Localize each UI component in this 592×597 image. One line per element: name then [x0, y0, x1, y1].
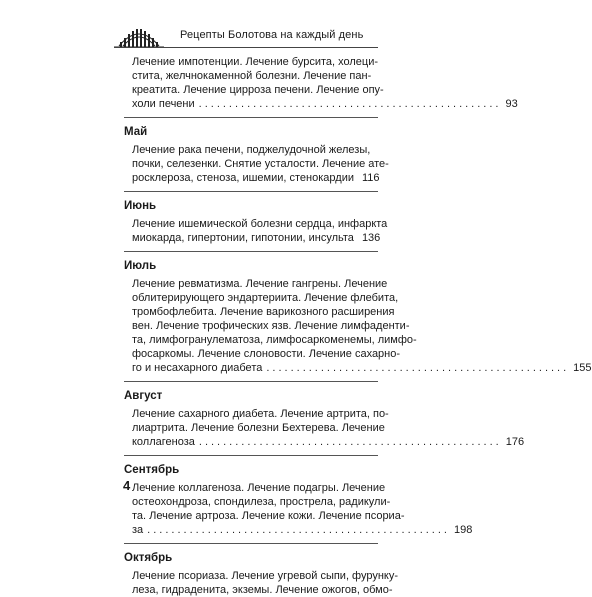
- page-number: 4: [123, 478, 131, 493]
- toc-entry-line: за: [132, 524, 144, 536]
- toc-entry: [124, 569, 399, 597]
- header-rule: [114, 47, 378, 48]
- toc-entry-line: росклероза, стеноза, ишемии, стенокардии: [132, 172, 354, 184]
- toc-entry-lastline: [132, 97, 518, 111]
- toc-entry-line: вен. Лечение трофических язв. Лечение лимфаденти-: [132, 320, 410, 332]
- toc-entry-line: та. Лечение артроза. Лечение кожи. Лечение псориа-: [132, 510, 405, 522]
- toc-entry-line: креатита. Лечение цирроза печени. Лечение опу-: [132, 84, 384, 96]
- toc-entry-line: лиартрита. Лечение болезни Бехтерева. Лечение: [132, 422, 385, 434]
- leader-dots: ..................................................: [266, 362, 570, 374]
- leader-dots: ..................................................: [198, 436, 502, 448]
- toc-page-number: 155: [573, 362, 592, 374]
- toc-entry-line: Лечение коллагеноза. Лечение подагры. Лечение: [132, 482, 386, 494]
- leader-dots: ..................................................: [198, 98, 502, 110]
- section-divider: [124, 455, 378, 456]
- toc-page-number: 198: [453, 524, 473, 536]
- section-divider: [124, 381, 378, 382]
- month-heading: Август: [124, 390, 163, 402]
- toc-entry-line: та, лимфогранулематоза, лимфосаркоменемы, лимфо-: [132, 334, 417, 346]
- toc-entry-line: остеохондроза, спондилеза, прострела, радикули-: [132, 496, 391, 508]
- toc-entry-line: облитерирующего эндартериита. Лечение флебита,: [132, 292, 399, 304]
- toc-entry: [124, 277, 592, 375]
- section-divider: [124, 543, 378, 544]
- toc-entry-line: го и несахарного диабета: [132, 362, 263, 374]
- toc-entry-line: холи печени: [132, 98, 195, 110]
- toc-page-number: 93: [505, 98, 518, 110]
- toc-entry: [124, 55, 518, 111]
- toc-entry-line: Лечение псориаза. Лечение угревой сыпи, фурунку-: [132, 570, 399, 582]
- month-heading: Июль: [124, 260, 157, 272]
- month-heading: Июнь: [124, 200, 157, 212]
- toc-entry-line: стита, желчнокаменной болезни. Лечение пан-: [132, 70, 372, 82]
- running-title: Рецепты Болотова на каждый день: [180, 29, 364, 41]
- month-heading: Май: [124, 126, 148, 138]
- toc-entry-line: коллагеноза: [132, 436, 195, 448]
- toc-entry-lastline: [132, 435, 525, 449]
- toc-entry-lastline: [132, 231, 381, 245]
- toc-entry-line: леза, гидраденита, экземы. Лечение ожогов, обмо-: [132, 584, 393, 596]
- toc-entry-lastline: [132, 523, 473, 537]
- toc-entry-line: Лечение ишемической болезни сердца, инфаркта: [132, 218, 388, 230]
- toc-entry-line: тромбофлебита. Лечение варикозного расширения: [132, 306, 395, 318]
- toc-entry-line: Лечение ревматизма. Лечение гангрены. Лечение: [132, 278, 388, 290]
- toc-entry: [124, 217, 388, 245]
- toc-entry-line: Лечение рака печени, поджелудочной железы,: [132, 144, 371, 156]
- toc-entry: [124, 407, 525, 449]
- toc-entry-line: фосаркомы. Лечение слоновости. Лечение сахарно-: [132, 348, 401, 360]
- toc-entry: [124, 481, 473, 537]
- section-divider: [124, 117, 378, 118]
- toc-entry-line: миокарда, гипертонии, гипотонии, инсульта: [132, 232, 354, 244]
- table-of-contents: [124, 55, 592, 597]
- toc-page-number: 136: [361, 232, 381, 244]
- toc-entry-line: Лечение сахарного диабета. Лечение артрита, по-: [132, 408, 389, 420]
- month-heading: Сентябрь: [124, 464, 180, 476]
- toc-entry-line: почки, селезенки. Снятие усталости. Лечение ате-: [132, 158, 389, 170]
- toc-entry: [124, 143, 389, 185]
- section-divider: [124, 191, 378, 192]
- leader-dots: ..................................................: [147, 524, 450, 536]
- page-header: [0, 0, 500, 52]
- sunflower-logo-icon: [114, 20, 164, 50]
- toc-entry-line: Лечение импотенции. Лечение бурсита, холеци-: [132, 56, 379, 68]
- toc-entry-lastline: [132, 361, 592, 375]
- toc-page-number: 116: [362, 172, 380, 184]
- month-heading: Октябрь: [124, 552, 173, 564]
- section-divider: [124, 251, 378, 252]
- toc-page-number: 176: [505, 436, 525, 448]
- toc-entry-lastline: [132, 171, 378, 185]
